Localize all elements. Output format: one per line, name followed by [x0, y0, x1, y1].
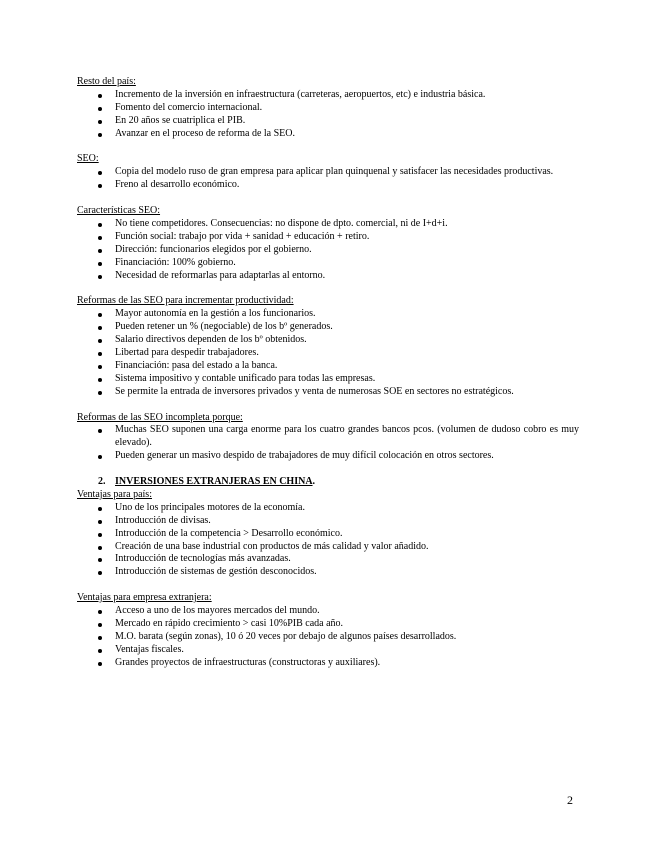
bullet-list [77, 308, 579, 398]
list-item: Fomento del comercio internacional. [77, 102, 579, 115]
list-item: Financiación: pasa del estado a la banca. [77, 360, 579, 373]
list-item: Avanzar en el proceso de reforma de la SEO. [77, 128, 579, 141]
list-item: Sistema impositivo y contable unificado para todas las empresas. [77, 373, 579, 386]
bullet-list [77, 166, 579, 192]
section-heading: Ventajas para empresa extranjera: [77, 592, 212, 604]
heading-title: INVERSIONES EXTRANJERAS EN CHINA [115, 476, 313, 488]
bullet-list [77, 218, 579, 283]
section-resto-del-pais [77, 76, 579, 141]
list-item: Libertad para despedir trabajadores. [77, 347, 579, 360]
list-item: Mercado en rápido crecimiento > casi 10%PIB cada año. [77, 618, 579, 631]
list-item: Copia del modelo ruso de gran empresa para aplicar plan quinquenal y satisfacer las necesidades productivas. [77, 166, 579, 179]
list-item: Introducción de tecnologías más avanzadas. [77, 553, 579, 566]
bullet-list [77, 89, 579, 141]
list-item: Se permite la entrada de inversores privados y venta de numerosas SOE en sectores no estratégicos. [77, 386, 579, 399]
bullet-list [77, 424, 579, 463]
list-item: Ventajas fiscales. [77, 644, 579, 657]
section-heading: Reformas de las SEO incompleta porque: [77, 411, 243, 423]
list-item: Financiación: 100% gobierno. [77, 257, 579, 270]
numbered-heading [77, 476, 579, 489]
list-item: Función social: trabajo por vida + sanidad + educación + retiro. [77, 231, 579, 244]
section-heading: Reformas de las SEO para incrementar productividad: [77, 295, 294, 307]
section-ventajas-pais [77, 489, 579, 579]
section-heading: SEO: [77, 153, 99, 165]
list-item: Muchas SEO suponen una carga enorme para los cuatro grandes bancos pcos. (volumen de dudoso cobro es muy elevado). [77, 424, 579, 450]
bullet-list [77, 605, 579, 670]
section-heading: Características SEO: [77, 205, 161, 217]
section-reformas-seo [77, 295, 579, 398]
list-item: Pueden generar un masivo despido de trabajadores de muy difícil colocación en otros sectores. [77, 450, 579, 463]
list-item: Mayor autonomía en la gestión a los funcionarios. [77, 308, 579, 321]
list-item: Uno de los principales motores de la economía. [77, 502, 579, 515]
section-seo [77, 153, 579, 192]
list-item: Pueden retener un % (negociable) de los bº generados. [77, 321, 579, 334]
section-reformas-incompleta [77, 412, 579, 464]
list-item: Freno al desarrollo económico. [77, 179, 579, 192]
list-item: No tiene competidores. Consecuencias: no dispone de dpto. comercial, ni de I+d+i. [77, 218, 579, 231]
section-heading: Resto del país: [77, 76, 136, 87]
list-item: Salario directivos dependen de los bº obtenidos. [77, 334, 579, 347]
list-item: Introducción de divisas. [77, 515, 579, 528]
list-item: Grandes proyectos de infraestructuras (constructoras y auxiliares). [77, 657, 579, 670]
heading-suffix: . [312, 476, 316, 488]
list-item: Introducción de sistemas de gestión desconocidos. [77, 566, 579, 579]
page-number: 2 [567, 793, 573, 807]
heading-number: 2. [98, 476, 106, 488]
section-heading: Ventajas para país: [77, 488, 152, 500]
bullet-list [77, 502, 579, 579]
list-item: Acceso a uno de los mayores mercados del mundo. [77, 605, 579, 618]
list-item: M.O. barata (según zonas), 10 ó 20 veces por debajo de algunos países desarrollados. [77, 631, 579, 644]
list-item: Introducción de la competencia > Desarrollo económico. [77, 528, 579, 541]
document-body [77, 76, 579, 670]
list-item: Creación de una base industrial con productos de más calidad y valor añadido. [77, 541, 579, 554]
section-caracteristicas-seo [77, 205, 579, 282]
list-item: Incremento de la inversión en infraestructura (carreteras, aeropuertos, etc) e industria básica. [77, 89, 579, 102]
list-item: Necesidad de reformarlas para adaptarlas al entorno. [77, 270, 579, 283]
section-ventajas-empresa [77, 592, 579, 669]
list-item: Dirección: funcionarios elegidos por el gobierno. [77, 244, 579, 257]
list-item: En 20 años se cuatriplica el PIB. [77, 115, 579, 128]
